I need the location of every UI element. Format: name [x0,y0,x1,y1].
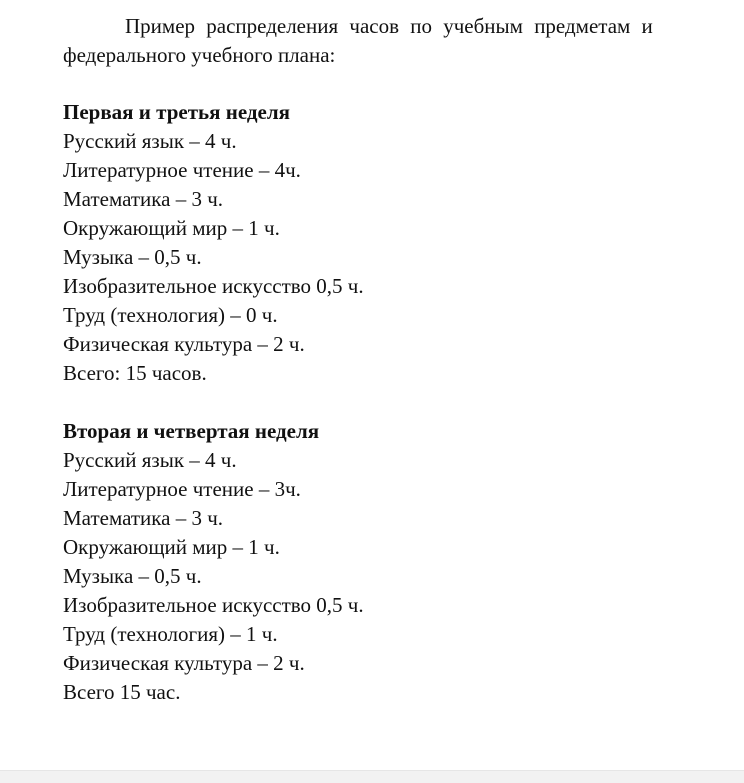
list-item: Математика – 3 ч. [63,506,224,530]
total-line: Всего: 15 часов. [63,361,207,385]
list-item: Русский язык – 4 ч. [63,448,237,472]
intro-line-2: федерального учебного плана: [63,43,336,67]
section-second-fourth-week [63,417,364,707]
list-item: Литературное чтение – 4ч. [63,158,301,182]
list-item: Труд (технология) – 0 ч. [63,303,278,327]
section-heading: Вторая и четвертая неделя [63,419,320,443]
list-item: Физическая культура – 2 ч. [63,332,305,356]
list-item: Физическая культура – 2 ч. [63,651,305,675]
total-line: Всего 15 час. [63,680,181,704]
section-first-third-week [63,98,364,388]
page-bottom-edge [0,770,744,783]
list-item: Литературное чтение – 3ч. [63,477,301,501]
list-item: Изобразительное искусство 0,5 ч. [63,274,364,298]
list-item: Музыка – 0,5 ч. [63,245,202,269]
list-item: Изобразительное искусство 0,5 ч. [63,593,364,617]
section-heading: Первая и третья неделя [63,100,290,124]
list-item: Труд (технология) – 1 ч. [63,622,278,646]
list-item: Окружающий мир – 1 ч. [63,535,280,559]
intro-paragraph [63,12,744,70]
list-item: Музыка – 0,5 ч. [63,564,202,588]
intro-line-1: Пример распределения часов по учебным предметам и [125,14,653,38]
list-item: Математика – 3 ч. [63,187,224,211]
list-item: Окружающий мир – 1 ч. [63,216,280,240]
list-item: Русский язык – 4 ч. [63,129,237,153]
